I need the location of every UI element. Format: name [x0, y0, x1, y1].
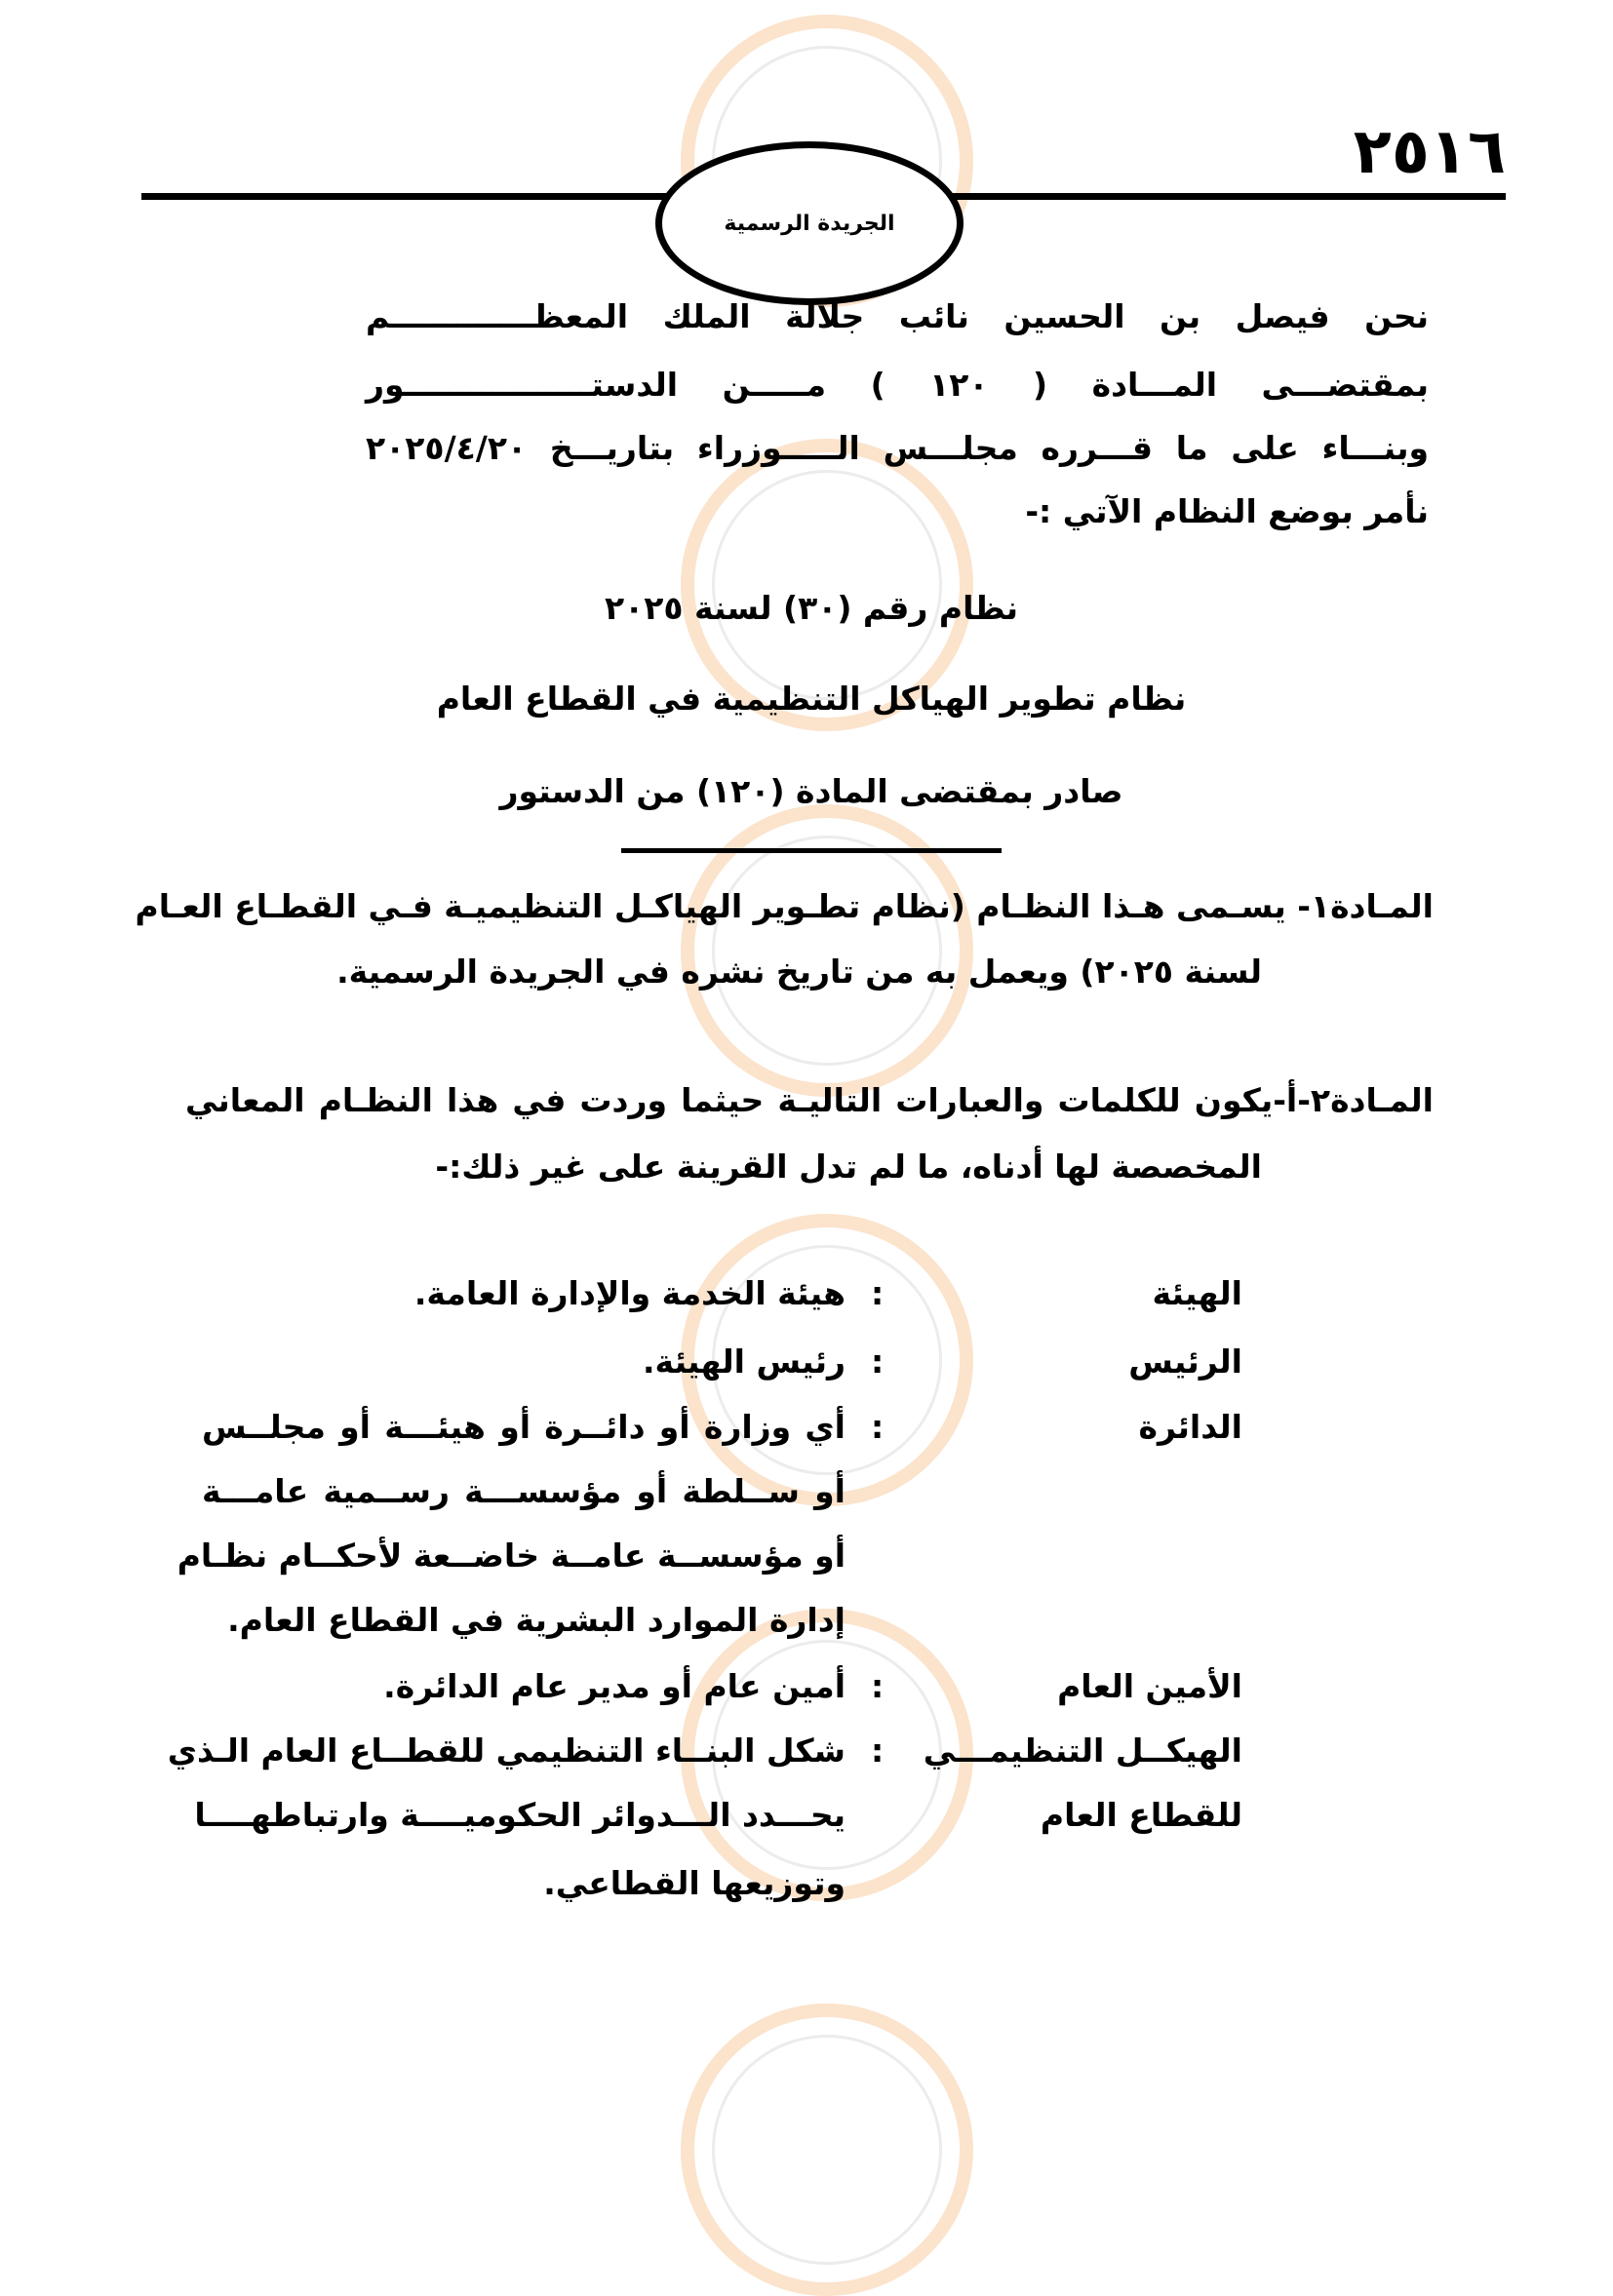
definition-text: وتوزيعها القطاعي.	[543, 1864, 846, 1902]
article-1-line: المـادة١- يسـمى هـذا النظـام (نظام تطـوير الهياكـل التنظيميـة فـي القطـاع العـام	[135, 887, 1434, 925]
gazette-emblem	[655, 141, 964, 305]
page-number: ٢٥١٦	[1353, 116, 1506, 188]
definition-text: أمين عام أو مدير عام الدائرة.	[383, 1667, 846, 1705]
preamble-line: نأمر بوضع النظام الآتي :-	[1025, 492, 1429, 530]
definition-term: الرئيس	[1128, 1343, 1242, 1381]
definition-term: الأمين العام	[1057, 1667, 1242, 1705]
clock-watermark-ring	[712, 470, 942, 700]
regulation-basis: صادر بمقتضى المادة (١٢٠) من الدستور	[499, 772, 1123, 810]
clock-watermark-ring	[712, 2035, 942, 2265]
definition-text: يحـــدد الـــدوائر الحكوميــــة وارتباطهــــا	[194, 1796, 846, 1834]
clock-watermark-ring	[712, 836, 942, 1066]
definition-text: أو مؤسســة عامــة خاضــعة لأحكــام نظـام	[177, 1537, 846, 1575]
definition-colon: :	[871, 1667, 885, 1705]
clock-watermark-icon	[681, 2004, 973, 2296]
article-1-line: لسنة ٢٠٢٥) ويعمل به من تاريخ نشره في الجريدة الرسمية.	[336, 953, 1262, 991]
definition-colon: :	[871, 1274, 885, 1312]
article-2-line: المـادة٢-أ-يكون للكلمات والعبارات التاليـة حيثما وردت في هذا النظـام المعاني	[185, 1081, 1434, 1119]
preamble-line: نحن فيصل بن الحسين نائب جلالة الملك المعظـــــــــــــم	[366, 297, 1429, 335]
definition-term: الدائرة	[1138, 1408, 1242, 1446]
definition-colon: :	[871, 1408, 885, 1446]
regulation-number: نظام رقم (٣٠) لسنة ٢٠٢٥	[604, 589, 1019, 627]
regulation-title: نظام تطوير الهياكل التنظيمية في القطاع العام	[436, 680, 1187, 718]
definition-term: الهيئة	[1152, 1274, 1242, 1312]
definition-text: رئيس الهيئة.	[643, 1343, 846, 1381]
definition-text: أو ســلطة أو مؤسســـة رســمية عامـــة	[202, 1472, 846, 1510]
preamble-line: بمقتضـــى المـــادة ( ١٢٠ ) مـــــن الدستـــــــــــــــــور	[366, 366, 1430, 404]
article-2-line: المخصصة لها أدناه، ما لم تدل القرينة على غير ذلك:-	[435, 1148, 1262, 1186]
definition-colon: :	[871, 1732, 885, 1770]
preamble-line: وبنـــاء على ما قـــرره مجلـــس الـــــوزراء بتاريـــخ ٢٠٢٥/٤/٢٠	[366, 429, 1429, 467]
definition-term: الهيكــل التنظيمـــي	[923, 1732, 1242, 1770]
definition-text: أي وزارة أو دائــرة أو هيئـــة أو مجلــس	[202, 1408, 846, 1446]
definition-text: إدارة الموارد البشرية في القطاع العام.	[227, 1601, 846, 1639]
definition-colon: :	[871, 1343, 885, 1381]
title-separator	[621, 848, 1002, 853]
definition-text: هيئة الخدمة والإدارة العامة.	[413, 1274, 846, 1312]
definition-text: شكل البنــاء التنظيمي للقطــاع العام الـذي	[167, 1732, 846, 1770]
gazette-name: الجريدة الرسمية	[724, 211, 895, 236]
definition-term: للقطاع العام	[1040, 1796, 1242, 1834]
